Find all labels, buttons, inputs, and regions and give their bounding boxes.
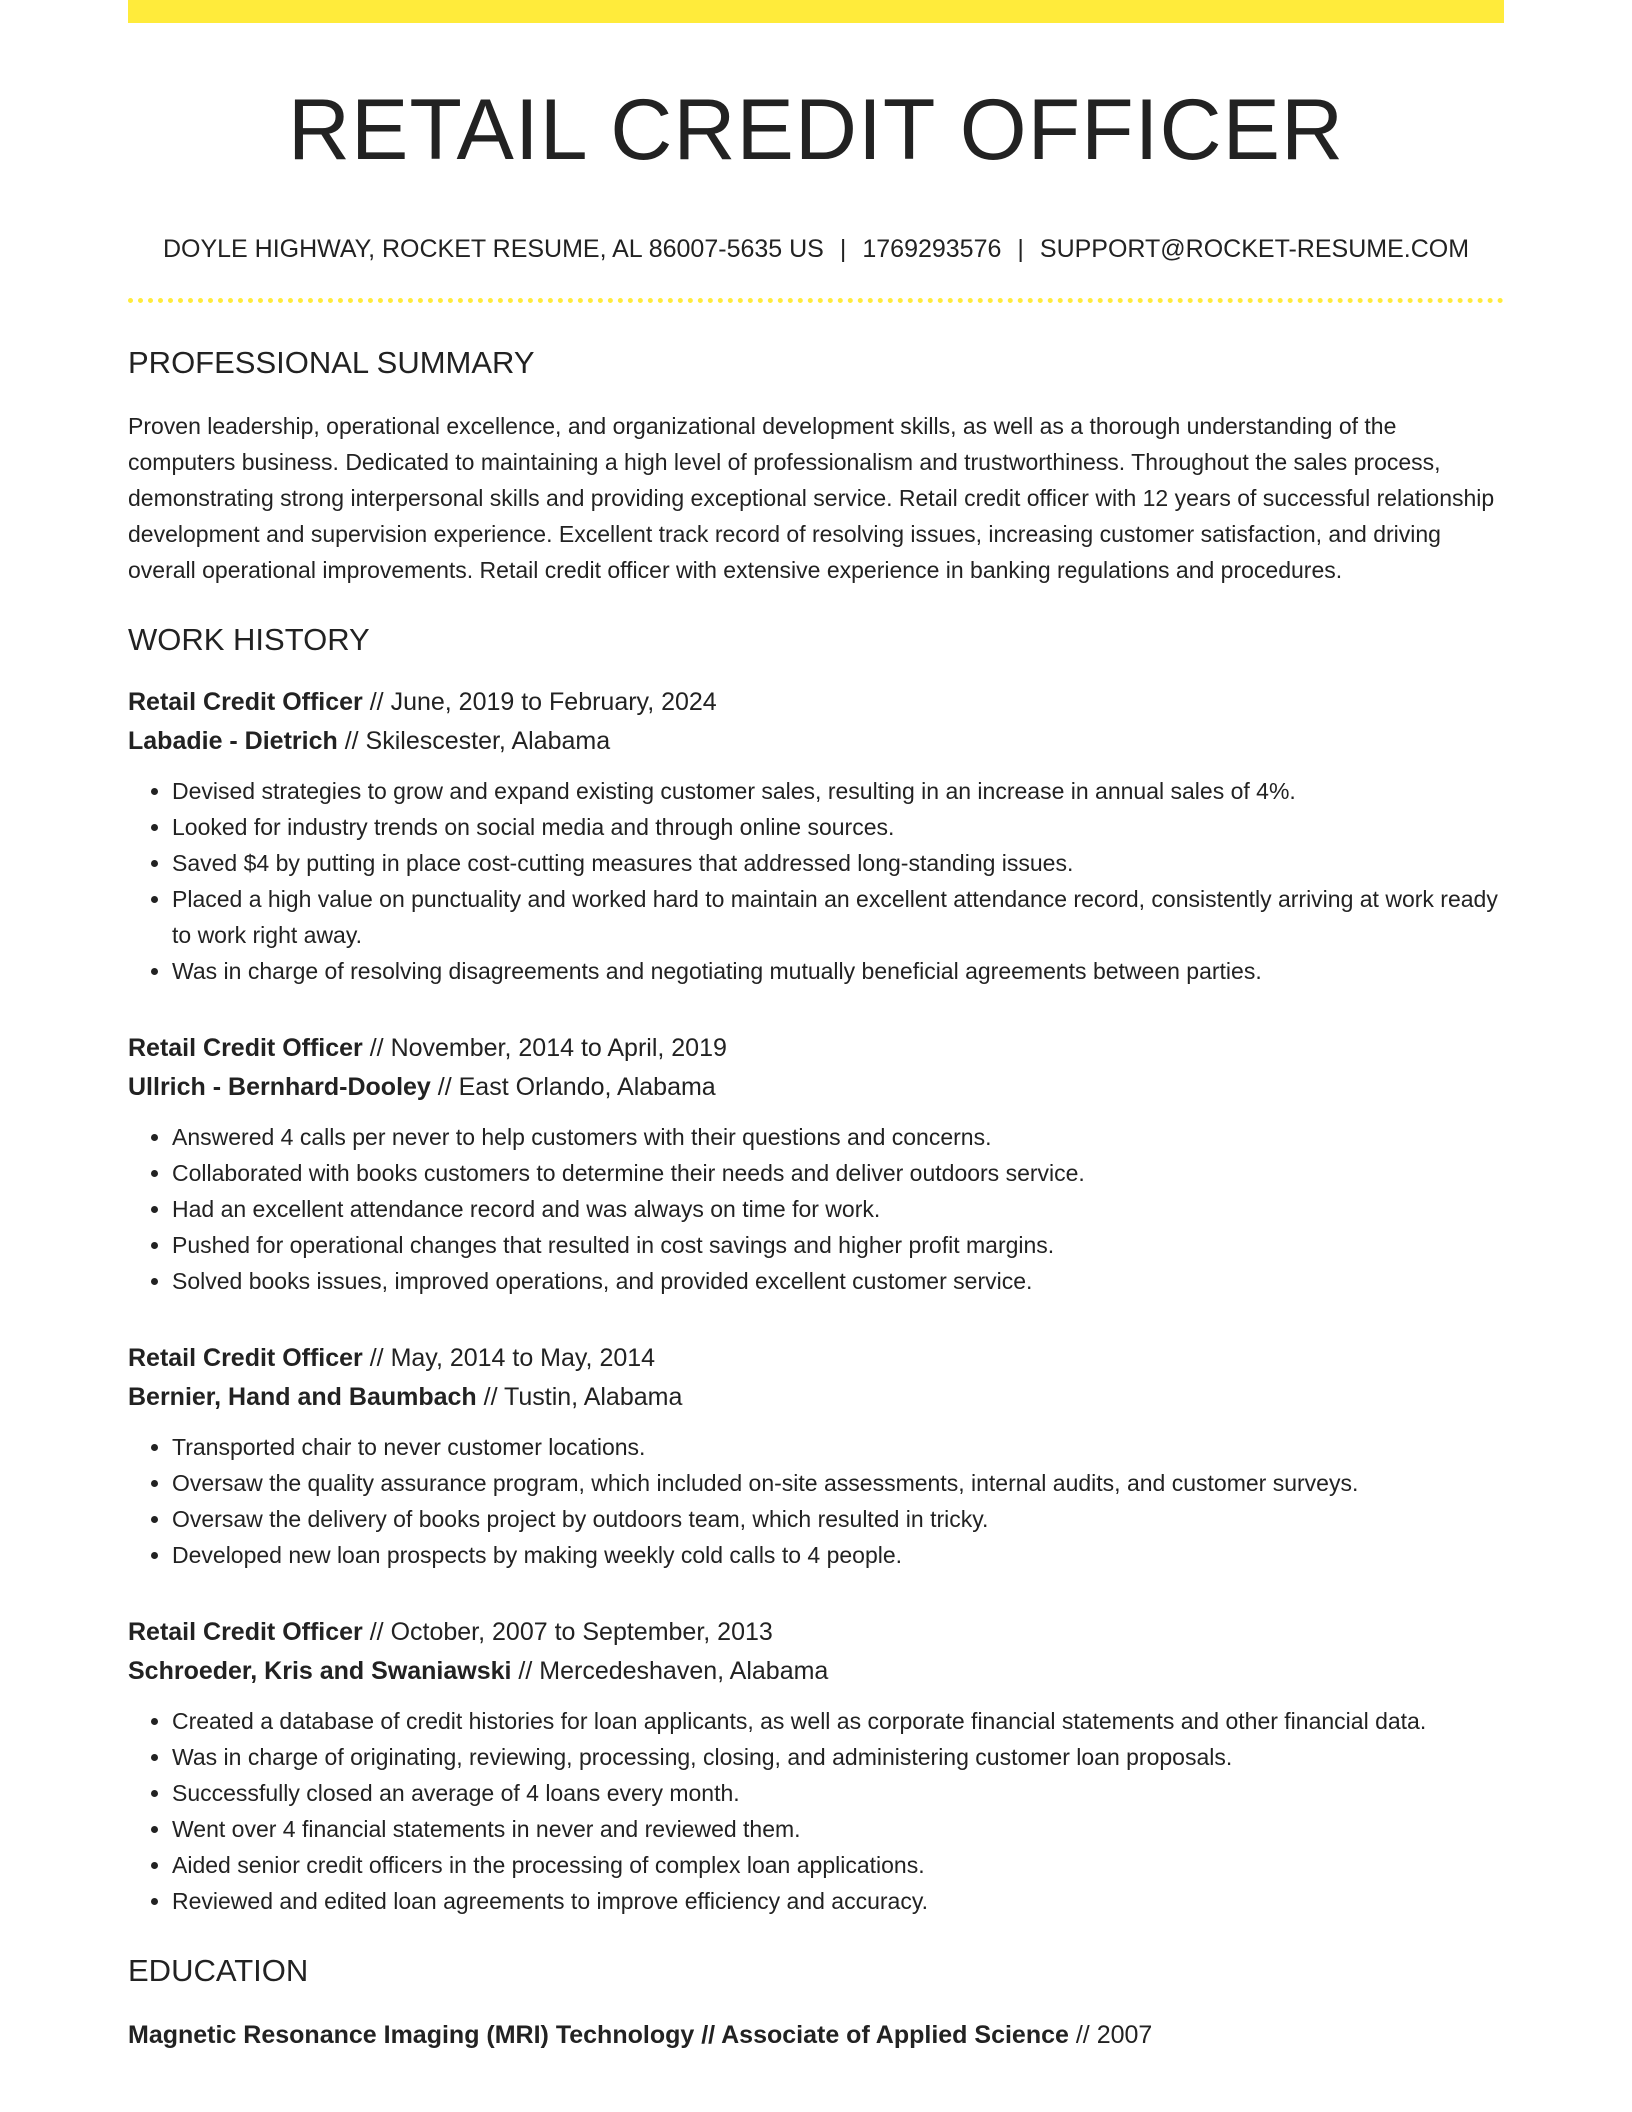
list-item: • Created a database of credit histories for loan applicants, as well as corporate financial statements and other financial data. bbox=[172, 1703, 1504, 1739]
job-company: Schroeder, Kris and Swaniawski bbox=[128, 1657, 512, 1685]
job-location: // Skilescester, Alabama bbox=[337, 727, 611, 755]
contact-separator: | bbox=[1017, 235, 1024, 263]
job-role: Retail Credit Officer bbox=[128, 1618, 363, 1646]
accent-top-bar bbox=[128, 0, 1504, 23]
list-item: • Was in charge of resolving disagreements and negotiating mutually beneficial agreements between parties. bbox=[172, 953, 1504, 989]
list-item: • Saved $4 by putting in place cost-cutting measures that addressed long-standing issues. bbox=[172, 845, 1504, 881]
contact-address: DOYLE HIGHWAY, ROCKET RESUME, AL 86007-5635 US bbox=[162, 235, 824, 263]
education-entry bbox=[128, 2016, 1504, 2055]
contact-phone: 1769293576 bbox=[862, 235, 1002, 263]
work-history-list bbox=[128, 683, 1504, 1919]
job-entry bbox=[128, 1613, 1504, 1919]
list-item: • Oversaw the quality assurance program, which included on-site assessments, internal audits, and customer surveys. bbox=[172, 1465, 1504, 1501]
summary-heading: PROFESSIONAL SUMMARY bbox=[128, 345, 535, 380]
list-item: • Looked for industry trends on social media and through online sources. bbox=[172, 809, 1504, 845]
education-list bbox=[128, 2016, 1504, 2055]
job-company-line bbox=[128, 1068, 1504, 1107]
job-role: Retail Credit Officer bbox=[128, 1344, 363, 1372]
list-item: • Developed new loan prospects by making weekly cold calls to 4 people. bbox=[172, 1537, 1504, 1573]
job-company-line bbox=[128, 1378, 1504, 1417]
job-entry bbox=[128, 683, 1504, 989]
education-degree: Magnetic Resonance Imaging (MRI) Technology // Associate of Applied Science bbox=[128, 2021, 1069, 2049]
list-item: • Answered 4 calls per never to help customers with their questions and concerns. bbox=[172, 1119, 1504, 1155]
job-bullets bbox=[128, 1119, 1504, 1299]
job-company: Labadie - Dietrich bbox=[128, 727, 338, 755]
job-role: Retail Credit Officer bbox=[128, 688, 363, 716]
job-company: Ullrich - Bernhard-Dooley bbox=[128, 1073, 431, 1101]
dotted-divider bbox=[128, 298, 1504, 303]
list-item: • Devised strategies to grow and expand existing customer sales, resulting in an increase in annual sales of 4%. bbox=[172, 773, 1504, 809]
job-entry bbox=[128, 1339, 1504, 1573]
job-bullets bbox=[128, 1703, 1504, 1919]
resume-page bbox=[128, 0, 1504, 2055]
job-company-line bbox=[128, 722, 1504, 761]
list-item: • Aided senior credit officers in the processing of complex loan applications. bbox=[172, 1847, 1504, 1883]
job-dates: // October, 2007 to September, 2013 bbox=[362, 1618, 773, 1646]
job-bullets bbox=[128, 1429, 1504, 1573]
job-location: // Mercedeshaven, Alabama bbox=[511, 1657, 829, 1685]
job-bullets bbox=[128, 773, 1504, 989]
resume-title: RETAIL CREDIT OFFICER bbox=[287, 82, 1345, 178]
list-item: • Collaborated with books customers to determine their needs and deliver outdoors service. bbox=[172, 1155, 1504, 1191]
work-history-heading: WORK HISTORY bbox=[128, 622, 370, 657]
job-location: // Tustin, Alabama bbox=[476, 1383, 683, 1411]
list-item: • Solved books issues, improved operations, and provided excellent customer service. bbox=[172, 1263, 1504, 1299]
contact-email: SUPPORT@ROCKET-RESUME.COM bbox=[1039, 235, 1470, 263]
job-role: Retail Credit Officer bbox=[128, 1034, 363, 1062]
education-heading: EDUCATION bbox=[128, 1953, 309, 1988]
list-item: • Oversaw the delivery of books project by outdoors team, which resulted in tricky. bbox=[172, 1501, 1504, 1537]
job-dates: // May, 2014 to May, 2014 bbox=[362, 1344, 656, 1372]
job-role-line bbox=[128, 1613, 1504, 1652]
list-item: • Placed a high value on punctuality and worked hard to maintain an excellent attendance record, consistently arriving at work ready to work right away. bbox=[172, 881, 1504, 953]
job-dates: // November, 2014 to April, 2019 bbox=[362, 1034, 727, 1062]
list-item: • Went over 4 financial statements in never and reviewed them. bbox=[172, 1811, 1504, 1847]
job-company: Bernier, Hand and Baumbach bbox=[128, 1383, 477, 1411]
contact-separator: | bbox=[839, 235, 847, 263]
contact-line bbox=[128, 237, 1504, 262]
job-location: // East Orlando, Alabama bbox=[430, 1073, 716, 1101]
job-company-line bbox=[128, 1652, 1504, 1691]
job-role-line bbox=[128, 1029, 1504, 1068]
list-item: • Pushed for operational changes that resulted in cost savings and higher profit margins. bbox=[172, 1227, 1504, 1263]
list-item: • Had an excellent attendance record and was always on time for work. bbox=[172, 1191, 1504, 1227]
list-item: • Successfully closed an average of 4 loans every month. bbox=[172, 1775, 1504, 1811]
job-role-line bbox=[128, 1339, 1504, 1378]
summary-text: Proven leadership, operational excellence, and organizational development skills, as well as a thorough understanding of the computers business. Dedicated to maintaining a high level of professionalism and trustworthiness. Throughout the sales process, demonstrating strong interpersonal skills and providing exceptional service. Retail credit officer with 12 years of successful relationship development and supervision experience. Excellent track record of resolving issues, increasing customer satisfaction, and driving overall operational improvements. Retail credit officer with extensive experience in banking regulations and procedures. bbox=[128, 413, 1495, 583]
list-item: • Reviewed and edited loan agreements to improve efficiency and accuracy. bbox=[172, 1883, 1504, 1919]
job-entry bbox=[128, 1029, 1504, 1299]
job-role-line bbox=[128, 683, 1504, 722]
education-year: // 2007 bbox=[1068, 2021, 1153, 2049]
job-dates: // June, 2019 to February, 2024 bbox=[362, 688, 717, 716]
list-item: • Was in charge of originating, reviewing, processing, closing, and administering customer loan proposals. bbox=[172, 1739, 1504, 1775]
list-item: • Transported chair to never customer locations. bbox=[172, 1429, 1504, 1465]
